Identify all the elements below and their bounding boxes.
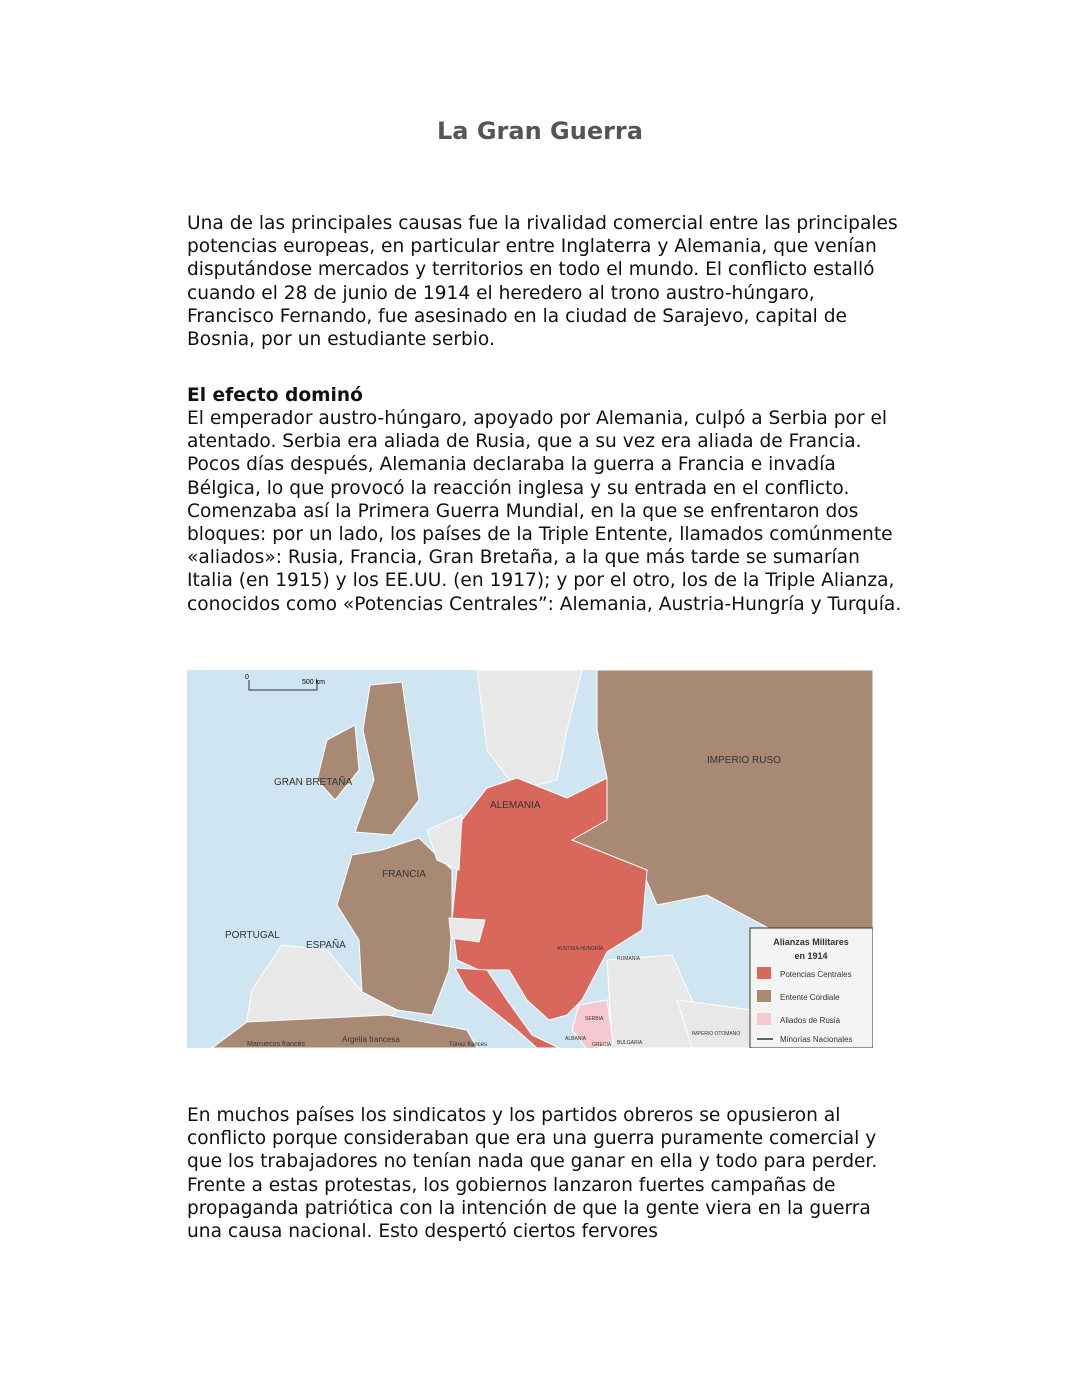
label-portugal: PORTUGAL — [225, 930, 280, 941]
label-francia: FRANCIA — [382, 869, 426, 880]
scale-zero: 0 — [245, 674, 249, 681]
label-argelia: Argelia francesa — [342, 1035, 400, 1044]
label-bulgaria: BULGARIA — [617, 1040, 643, 1046]
legend-title: Alianzas Militares — [773, 937, 849, 947]
map-legend — [750, 928, 873, 1048]
label-austria-hungria: AUSTRIA-HUNGRÍA — [557, 946, 604, 952]
legend-item-allies: Aliados de Rusia — [780, 1016, 841, 1025]
region-switzerland — [449, 918, 485, 942]
europe-1914-alliances-map — [187, 670, 873, 1048]
label-albania: ALBANIA — [565, 1036, 587, 1042]
legend-swatch-allies — [757, 1013, 771, 1025]
label-gran-bretana: GRAN BRETAÑA — [274, 777, 353, 788]
label-rumania: RUMANIA — [617, 956, 641, 962]
label-grecia: GRECIA — [592, 1042, 612, 1048]
intro-paragraph: Una de las principales causas fue la rivalidad comercial entre las principales potencias europeas, en particular entre Inglaterra y Alemania, que venían disputándose mercados y territorios en todo el mundo. El conflicto estalló cuando el 28 de junio de 1914 el heredero al trono austro-húngaro, Francisco Fernando, fue asesinado en la ciudad de Sarajevo, capital de Bosnia, por un estudiante serbio. — [187, 213, 898, 351]
label-imperio-otomano: IMPERIO OTOMANO — [692, 1031, 741, 1037]
legend-item-minorities: Minorías Nacionales — [780, 1035, 853, 1044]
label-alemania: ALEMANIA — [490, 800, 541, 811]
legend-subtitle: en 1914 — [794, 951, 828, 961]
label-marruecos: Marruecos francés — [247, 1041, 305, 1048]
page-title: La Gran Guerra — [437, 117, 643, 145]
label-espana: ESPAÑA — [306, 940, 346, 951]
legend-swatch-central — [757, 967, 771, 979]
label-imperio-ruso: IMPERIO RUSO — [707, 755, 781, 766]
legend-item-central: Potencias Centrales — [780, 970, 852, 979]
scale-label: 500 km — [302, 679, 325, 686]
legend-item-entente: Entente Cordiale — [780, 993, 840, 1002]
label-tunez: Túnez francés — [449, 1042, 488, 1048]
opposition-paragraph: En muchos países los sindicatos y los partidos obreros se opusieron al conflicto porque consideraban que era una guerra puramente comercial y que los trabajadores no tenían nada que ganar en ella y todo para perder. Frente a estas protestas, los gobiernos lanzaron fuertes campañas de propaganda patriótica con la intención de que la gente viera en la guerra una causa nacional. Esto despertó ciertos fervores — [187, 1105, 878, 1243]
domino-paragraph: El emperador austro-húngaro, apoyado por Alemania, culpó a Serbia por el atentado. Serbia era aliada de Rusia, que a su vez era aliada de Francia. Pocos días después, Alemania declaraba la guerra a Francia e invadía Bélgica, lo que provocó la reacción inglesa y su entrada en el conflicto. Comenzaba así la Primera Guerra Mundial, en la que se enfrentaron dos bloques: por un lado, los países de la Triple Entente, llamados comúnmente «aliados»: Rusia, Francia, Gran Bretaña, a la que más tarde se sumarían Italia (en 1915) y los EE.UU. (en 1917); y por el otro, los de la Triple Alianza, conocidos como «Potencias Centrales”: Alemania, Austria-Hungría y Turquía. — [187, 408, 902, 615]
label-serbia: SERBIA — [585, 1016, 604, 1022]
section-heading: El efecto dominó — [187, 385, 363, 406]
legend-swatch-entente — [757, 990, 771, 1002]
